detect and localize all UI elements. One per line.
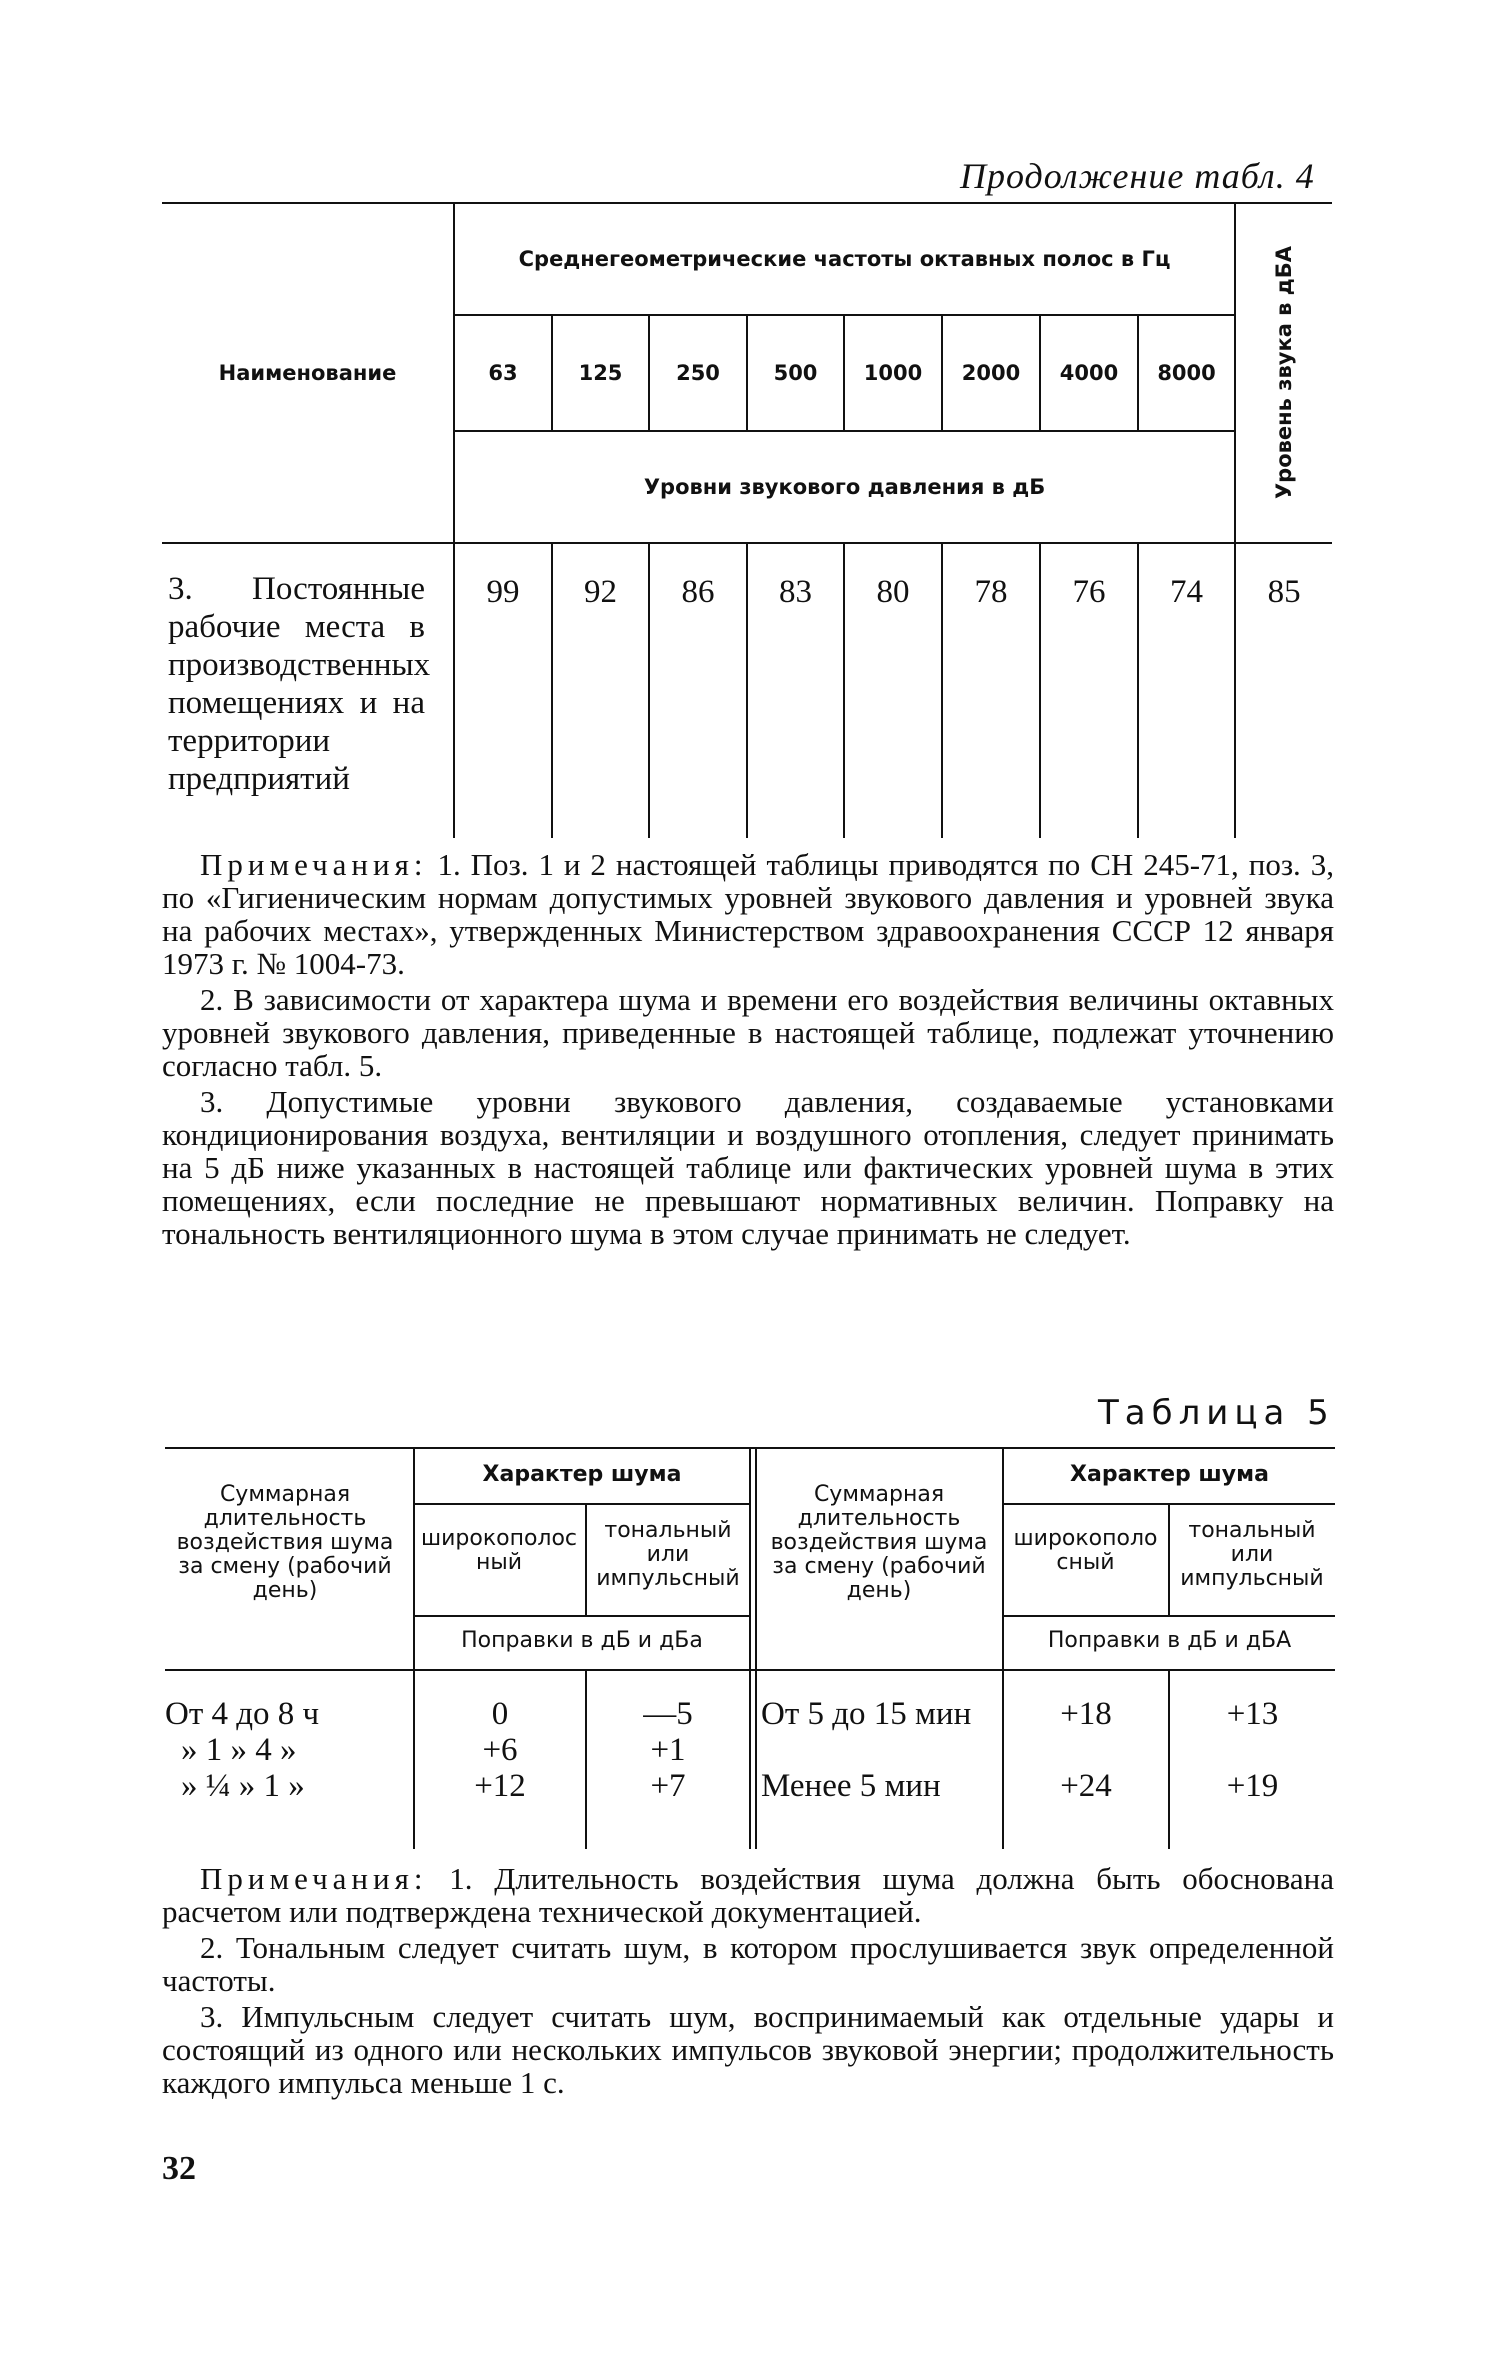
notes-table-4 xyxy=(162,848,1334,1253)
freq-250: 250 xyxy=(649,315,747,431)
value-500: 83 xyxy=(747,543,844,838)
rule-left-noise xyxy=(413,1503,749,1505)
left-broadband-header: широкополосный xyxy=(420,1526,578,1575)
right-broadband-row-2: +24 xyxy=(1060,1768,1112,1804)
left-broadband-row-1: 0 xyxy=(491,1696,509,1732)
note-3: 3. Допустимые уровни звукового давления, создаваемые установками кондиционирования воздуха, вентиляции и воздушного отопления, следует принимать на 5 дБ ниже указанных в настоящей таблице или фактических уровней шума в этих помещениях, если последние не превышают нормативных величин. Поправку на тональность вентиляционного шума в этом случае принимать не следует. xyxy=(162,1084,1334,1251)
levels-header: Уровни звукового давления в дБ xyxy=(454,431,1235,543)
table-5 xyxy=(165,1447,1335,1849)
sound-level-header: Уровень звука в дБА xyxy=(1272,246,1297,500)
left-duration-row-2: » 1 » 4 » xyxy=(181,1732,297,1768)
freq-2000: 2000 xyxy=(942,315,1040,431)
freq-63: 63 xyxy=(454,315,552,431)
freq-125: 125 xyxy=(552,315,649,431)
vrule-3a xyxy=(749,1447,751,1849)
value-125: 92 xyxy=(552,543,649,838)
right-duration-header: Суммарная длительность воздействия шума за смену (рабочий день) xyxy=(770,1482,988,1603)
value-1000: 80 xyxy=(844,543,942,838)
rule-left-corr xyxy=(413,1615,749,1617)
freq-header: Среднегеометрические частоты октавных полос в Гц xyxy=(454,203,1235,315)
sound-level-header-cell xyxy=(1235,203,1332,543)
freq-4000: 4000 xyxy=(1040,315,1138,431)
freq-1000: 1000 xyxy=(844,315,942,431)
left-tonal-header: тональный или импульсный xyxy=(596,1518,740,1591)
note2-1: 1. Длительность воздействия шума должна быть обоснована расчетом или подтверждена технической документацией. xyxy=(162,1861,1335,1929)
vrule-5-header xyxy=(1168,1505,1170,1615)
value-2000: 78 xyxy=(942,543,1040,838)
left-duration-row-3: » ¼ » 1 » xyxy=(181,1768,305,1804)
note-1: 1. Поз. 1 и 2 настоящей таблицы приводятся по СН 245-71, поз. 3, по «Гигиеническим нормам допустимых уровней звукового давления и уровней звука на рабочих местах», утвержденных Министерством здравоохранения СССР 12 января 1973 г. № 1004-73. xyxy=(162,847,1335,981)
vrule-3b xyxy=(755,1447,757,1849)
value-4000: 76 xyxy=(1040,543,1138,838)
notes-table-5 xyxy=(162,1862,1334,2102)
freq-500: 500 xyxy=(747,315,844,431)
right-tonal-row-1: +13 xyxy=(1226,1696,1279,1732)
row-name: 3. Постоянные рабочие места в производственных помещениях и на территории предприятий xyxy=(168,571,431,797)
table-4 xyxy=(162,202,1332,838)
value-sound-level: 85 xyxy=(1235,543,1332,838)
right-noise-header: Характер шума xyxy=(1070,1462,1269,1487)
value-250: 86 xyxy=(649,543,747,838)
right-broadband-row-1: +18 xyxy=(1060,1696,1112,1732)
vrule-2-header xyxy=(585,1505,587,1615)
note2-2: 2. Тональным следует считать шум, в котором прослушивается звук определенной частоты. xyxy=(162,1930,1334,1998)
left-duration-header: Суммарная длительность воздействия шума за смену (рабочий день) xyxy=(176,1482,394,1603)
right-corrections-header: Поправки в дБ и дБА xyxy=(1047,1628,1292,1653)
left-tonal-row-2: +1 xyxy=(650,1732,686,1768)
table-5-caption: Таблица 5 xyxy=(1098,1393,1335,1433)
left-corrections-header: Поправки в дБ и дБа xyxy=(461,1628,703,1653)
left-broadband-row-2: +6 xyxy=(482,1732,518,1768)
note2-3: 3. Импульсным следует считать шум, воспринимаемый как отдельные удары и состоящий из одного или нескольких импульсов звуковой энергии; продолжительность каждого импульса меньше 1 с. xyxy=(162,1999,1334,2100)
continuation-label: Продолжение табл. 4 xyxy=(960,156,1315,196)
left-broadband-row-3: +12 xyxy=(474,1768,526,1804)
left-tonal-row-1: —5 xyxy=(643,1696,693,1732)
name-header: Наименование xyxy=(162,203,454,543)
left-tonal-row-3: +7 xyxy=(650,1768,686,1804)
freq-8000: 8000 xyxy=(1138,315,1235,431)
right-duration-row-2: Менее 5 мин xyxy=(761,1768,941,1804)
page-number: 32 xyxy=(162,2150,196,2187)
left-noise-header: Характер шума xyxy=(482,1462,682,1487)
notes2-label: Примечания: xyxy=(200,1861,428,1896)
notes-label: Примечания: xyxy=(200,847,428,882)
right-tonal-row-2: +19 xyxy=(1226,1768,1279,1804)
left-duration-row-1: От 4 до 8 ч xyxy=(165,1696,320,1732)
right-tonal-header: тональный или импульсный xyxy=(1180,1518,1324,1591)
right-broadband-header: широкополосный xyxy=(1013,1526,1158,1575)
value-63: 99 xyxy=(454,543,552,838)
value-8000: 74 xyxy=(1138,543,1235,838)
right-duration-row-1: От 5 до 15 мин xyxy=(761,1696,972,1732)
rule-right-corr xyxy=(1002,1615,1335,1617)
note-2: 2. В зависимости от характера шума и времени его воздействия величины октавных уровней звукового давления, приведенные в настоящей таблице, подлежат уточнению согласно табл. 5. xyxy=(162,982,1334,1083)
